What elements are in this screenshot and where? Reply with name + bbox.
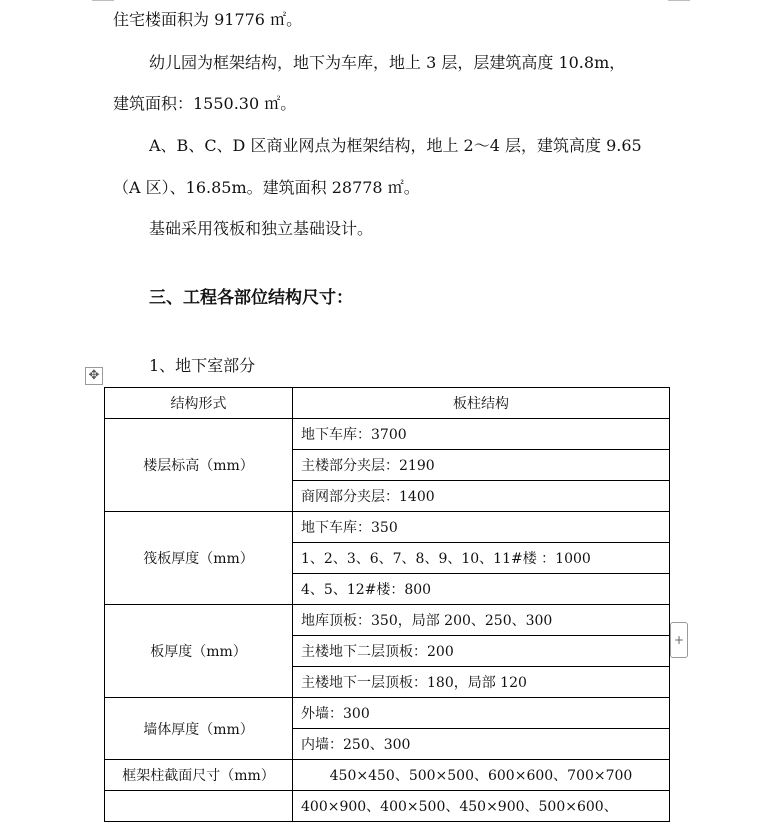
table-value-cell[interactable]: 外墙：300 [293, 698, 670, 729]
table-value-cell[interactable]: 1、2、3、6、7、8、9、10、11#楼 ：1000 [293, 543, 670, 574]
table-move-handle-icon[interactable]: ✥ [85, 367, 103, 385]
table-value-cell[interactable]: 主楼部分夹层：2190 [293, 450, 670, 481]
table-row [105, 512, 670, 543]
table-label-cell[interactable]: 墙体厚度（mm） [105, 698, 293, 760]
table-header-cell[interactable]: 板柱结构 [293, 388, 670, 419]
paragraph-foundation: 基础采用筏板和独立基础设计。 [149, 219, 374, 238]
table-value-cell[interactable]: 450×450、500×500、600×600、700×700 [293, 760, 670, 791]
table-value-cell[interactable]: 地库顶板：350，局部 200、250、300 [293, 605, 670, 636]
paragraph-commercial-line2: （A 区）、16.85m。建筑面积 28778 ㎡。 [113, 178, 420, 197]
table-label-cell[interactable] [105, 791, 293, 822]
structure-dimensions-table [104, 387, 670, 822]
paragraph-kindergarten-line1: 幼儿园为框架结构，地下为车库，地上 3 层，层建筑高度 10.8m， [149, 53, 626, 72]
section-heading: 三、工程各部位结构尺寸： [149, 288, 353, 308]
paragraph-kindergarten-line2: 建筑面积：1550.30 ㎡。 [113, 94, 297, 113]
paragraph-commercial-line1: A、B、C、D 区商业网点为框架结构，地上 2～4 层，建筑高度 9.65 [149, 136, 642, 155]
table-value-cell[interactable]: 4、5、12#楼：800 [293, 574, 670, 605]
table-label-cell[interactable]: 板厚度（mm） [105, 605, 293, 698]
table-value-cell[interactable]: 400×900、400×500、450×900、500×600、 [293, 791, 670, 822]
table-row [105, 698, 670, 729]
table-add-row-button[interactable]: + [670, 622, 688, 658]
subsection-heading: 1、地下室部分 [149, 356, 256, 375]
table-label-cell[interactable]: 框架柱截面尺寸（mm） [105, 760, 293, 791]
page-corner-mark-left [92, 0, 114, 1]
table-value-cell[interactable]: 地下车库：350 [293, 512, 670, 543]
table-header-row [105, 388, 670, 419]
table-value-cell[interactable]: 主楼地下一层顶板：180，局部 120 [293, 667, 670, 698]
table-row [105, 791, 670, 822]
table-value-cell[interactable]: 主楼地下二层顶板：200 [293, 636, 670, 667]
table-label-cell[interactable]: 筏板厚度（mm） [105, 512, 293, 605]
table-value-cell[interactable]: 内墙：250、300 [293, 729, 670, 760]
page-corner-mark-right [668, 0, 690, 1]
table-row [105, 419, 670, 450]
table-row [105, 605, 670, 636]
table-row [105, 760, 670, 791]
paragraph-residential-area: 住宅楼面积为 91776 ㎡。 [113, 10, 303, 29]
table-value-cell[interactable]: 地下车库：3700 [293, 419, 670, 450]
table-label-cell[interactable]: 楼层标高（mm） [105, 419, 293, 512]
table-header-cell[interactable]: 结构形式 [105, 388, 293, 419]
table-value-cell[interactable]: 商网部分夹层：1400 [293, 481, 670, 512]
